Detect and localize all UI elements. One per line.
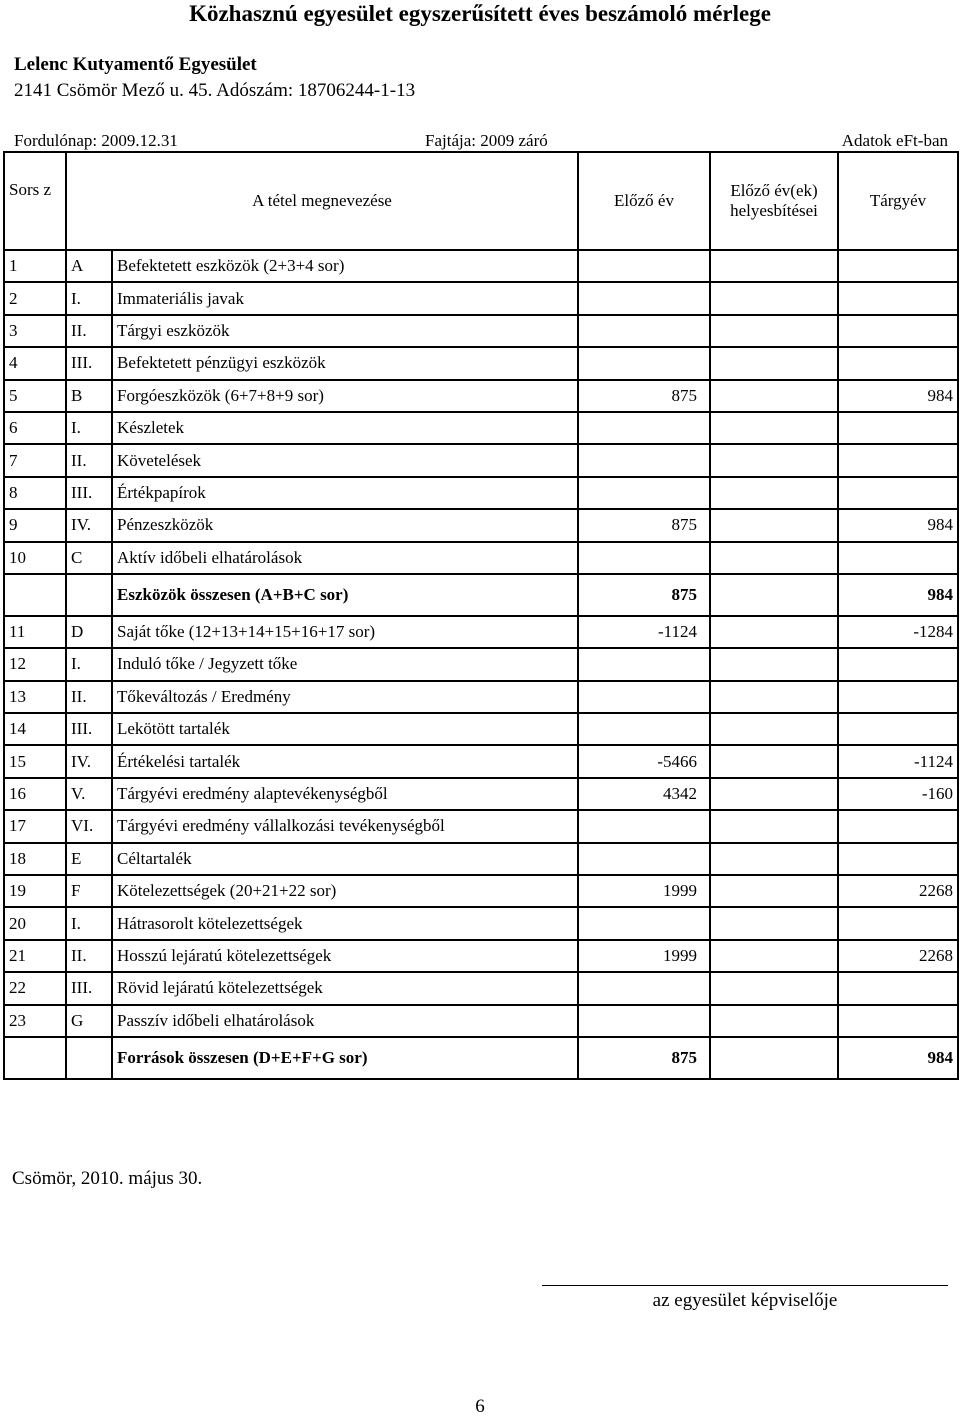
row-previous-year [578,648,710,680]
organization-name: Lelenc Kutyamentő Egyesület [14,54,257,75]
row-number: 5 [4,380,66,412]
row-adjustment [710,875,838,907]
row-adjustment [710,574,838,616]
row-item-name: Immateriális javak [112,282,578,314]
table-row [4,972,958,1004]
row-current-year [838,972,958,1004]
reporting-date: Fordulónap: 2009.12.31 [14,131,178,150]
row-previous-year [578,810,710,842]
table-row [4,616,958,648]
row-number: 7 [4,444,66,476]
header-sors: Sors z [4,152,66,250]
row-adjustment [710,616,838,648]
row-current-year: 984 [838,1037,958,1079]
row-number: 15 [4,745,66,777]
balance-sheet-table [3,151,959,1080]
row-adjustment [710,745,838,777]
table-row [4,380,958,412]
row-number: 9 [4,509,66,541]
row-number: 18 [4,843,66,875]
row-item-name: Befektetett pénzügyi eszközök [112,347,578,379]
row-item-name: Saját tőke (12+13+14+15+16+17 sor) [112,616,578,648]
row-previous-year: 1999 [578,875,710,907]
row-current-year [838,648,958,680]
row-previous-year: 875 [578,574,710,616]
row-code: E [66,843,112,875]
row-number: 3 [4,315,66,347]
row-code: II. [66,681,112,713]
row-current-year: -1124 [838,745,958,777]
row-adjustment [710,681,838,713]
row-previous-year [578,843,710,875]
row-number: 8 [4,477,66,509]
row-code: B [66,380,112,412]
table-row [4,940,958,972]
table-row [4,810,958,842]
row-adjustment [710,347,838,379]
row-code: III. [66,713,112,745]
row-current-year [838,843,958,875]
row-previous-year: 875 [578,509,710,541]
row-item-name: Forgóeszközök (6+7+8+9 sor) [112,380,578,412]
row-adjustment [710,1005,838,1037]
row-adjustment [710,713,838,745]
row-previous-year [578,444,710,476]
row-item-name: Tárgyi eszközök [112,315,578,347]
row-code: I. [66,648,112,680]
row-item-name: Tárgyévi eredmény vállalkozási tevékenységből [112,810,578,842]
row-current-year [838,282,958,314]
table-row [4,907,958,939]
row-number: 14 [4,713,66,745]
row-code: I. [66,412,112,444]
row-code: III. [66,347,112,379]
table-row [4,347,958,379]
row-current-year: 984 [838,509,958,541]
row-adjustment [710,972,838,1004]
row-item-name: Hátrasorolt kötelezettségek [112,907,578,939]
row-item-name: Hosszú lejáratú kötelezettségek [112,940,578,972]
row-code: III. [66,972,112,1004]
organization-address: 2141 Csömör Mező u. 45. Adószám: 18706244-1-13 [14,80,416,101]
row-code: A [66,250,112,282]
row-item-name: Értékpapírok [112,477,578,509]
row-current-year [838,315,958,347]
table-row [4,509,958,541]
table-header-row [4,152,958,250]
row-number: 10 [4,542,66,574]
row-item-name: Pénzeszközök [112,509,578,541]
header-current-year: Tárgyév [838,152,958,250]
document-title: Közhasznú egyesület egyszerűsített éves beszámoló mérlege [189,1,771,26]
row-item-name: Eszközök összesen (A+B+C sor) [112,574,578,616]
signature-line [542,1285,948,1286]
table-row [4,648,958,680]
row-current-year [838,713,958,745]
row-current-year [838,681,958,713]
row-item-name: Tárgyévi eredmény alaptevékenységből [112,778,578,810]
row-previous-year: -5466 [578,745,710,777]
header-previous-year: Előző év [578,152,710,250]
row-previous-year: 1999 [578,940,710,972]
row-current-year [838,1005,958,1037]
row-current-year: 2268 [838,940,958,972]
row-adjustment [710,444,838,476]
table-row [4,745,958,777]
table-row [4,713,958,745]
row-code: I. [66,282,112,314]
row-adjustment [710,380,838,412]
row-item-name: Passzív időbeli elhatárolások [112,1005,578,1037]
row-previous-year [578,412,710,444]
row-adjustment [710,810,838,842]
row-number: 17 [4,810,66,842]
row-adjustment [710,282,838,314]
row-current-year [838,810,958,842]
row-adjustment [710,477,838,509]
row-previous-year: -1124 [578,616,710,648]
row-adjustment [710,940,838,972]
row-current-year [838,477,958,509]
row-item-name: Befektetett eszközök (2+3+4 sor) [112,250,578,282]
row-current-year [838,907,958,939]
row-number: 6 [4,412,66,444]
row-item-name: Aktív időbeli elhatárolások [112,542,578,574]
row-adjustment [710,509,838,541]
row-code: C [66,542,112,574]
row-code: IV. [66,745,112,777]
report-meta [14,131,948,151]
row-item-name: Követelések [112,444,578,476]
row-code [66,1037,112,1079]
table-row [4,843,958,875]
row-current-year: 984 [838,380,958,412]
row-adjustment [710,412,838,444]
signature-label: az egyesület képviselője [652,1290,838,1311]
row-code: I. [66,907,112,939]
row-code: V. [66,778,112,810]
row-adjustment [710,648,838,680]
row-previous-year [578,282,710,314]
row-current-year [838,250,958,282]
row-number: 23 [4,1005,66,1037]
table-row [4,315,958,347]
table-row [4,250,958,282]
table-row [4,778,958,810]
row-number: 16 [4,778,66,810]
row-number: 1 [4,250,66,282]
table-row [4,477,958,509]
row-current-year: 2268 [838,875,958,907]
row-adjustment [710,778,838,810]
row-number [4,1037,66,1079]
row-item-name: Induló tőke / Jegyzett tőke [112,648,578,680]
row-adjustment [710,250,838,282]
row-previous-year [578,1005,710,1037]
place-and-date: Csömör, 2010. május 30. [12,1168,203,1189]
row-current-year [838,444,958,476]
row-item-name: Tőkeváltozás / Eredmény [112,681,578,713]
row-adjustment [710,1037,838,1079]
table-row [4,681,958,713]
row-previous-year [578,907,710,939]
row-previous-year: 875 [578,380,710,412]
row-number [4,574,66,616]
header-adjustments: Előző év(ek) helyesbítései [710,152,838,250]
row-code: VI. [66,810,112,842]
table-row [4,542,958,574]
row-code: IV. [66,509,112,541]
row-number: 19 [4,875,66,907]
row-item-name: Kötelezettségek (20+21+22 sor) [112,875,578,907]
currency-unit: Adatok eFt-ban [841,131,948,150]
row-code: II. [66,315,112,347]
row-item-name: Céltartalék [112,843,578,875]
row-item-name: Rövid lejáratú kötelezettségek [112,972,578,1004]
row-item-name: Források összesen (D+E+F+G sor) [112,1037,578,1079]
row-previous-year [578,250,710,282]
row-number: 21 [4,940,66,972]
row-number: 2 [4,282,66,314]
row-previous-year: 4342 [578,778,710,810]
row-code [66,574,112,616]
row-number: 22 [4,972,66,1004]
row-number: 12 [4,648,66,680]
row-adjustment [710,315,838,347]
row-code: G [66,1005,112,1037]
row-number: 11 [4,616,66,648]
row-previous-year [578,681,710,713]
table-row [4,282,958,314]
table-row [4,412,958,444]
header-item-name: A tétel megnevezése [66,152,578,250]
row-previous-year: 875 [578,1037,710,1079]
table-row [4,875,958,907]
row-code: III. [66,477,112,509]
total-row [4,574,958,616]
row-adjustment [710,542,838,574]
report-type: Fajtája: 2009 záró [425,131,548,150]
total-row [4,1037,958,1079]
row-previous-year [578,315,710,347]
row-current-year: -1284 [838,616,958,648]
row-code: II. [66,444,112,476]
row-current-year [838,542,958,574]
row-code: F [66,875,112,907]
row-current-year [838,412,958,444]
page-number: 6 [475,1396,485,1417]
row-item-name: Értékelési tartalék [112,745,578,777]
row-current-year: -160 [838,778,958,810]
row-number: 4 [4,347,66,379]
row-code: II. [66,940,112,972]
row-previous-year [578,713,710,745]
row-number: 13 [4,681,66,713]
table-row [4,1005,958,1037]
row-previous-year [578,477,710,509]
row-number: 20 [4,907,66,939]
row-current-year: 984 [838,574,958,616]
row-previous-year [578,542,710,574]
row-adjustment [710,843,838,875]
row-code: D [66,616,112,648]
row-previous-year [578,347,710,379]
table-row [4,444,958,476]
row-item-name: Lekötött tartalék [112,713,578,745]
row-previous-year [578,972,710,1004]
row-current-year [838,347,958,379]
row-item-name: Készletek [112,412,578,444]
row-adjustment [710,907,838,939]
